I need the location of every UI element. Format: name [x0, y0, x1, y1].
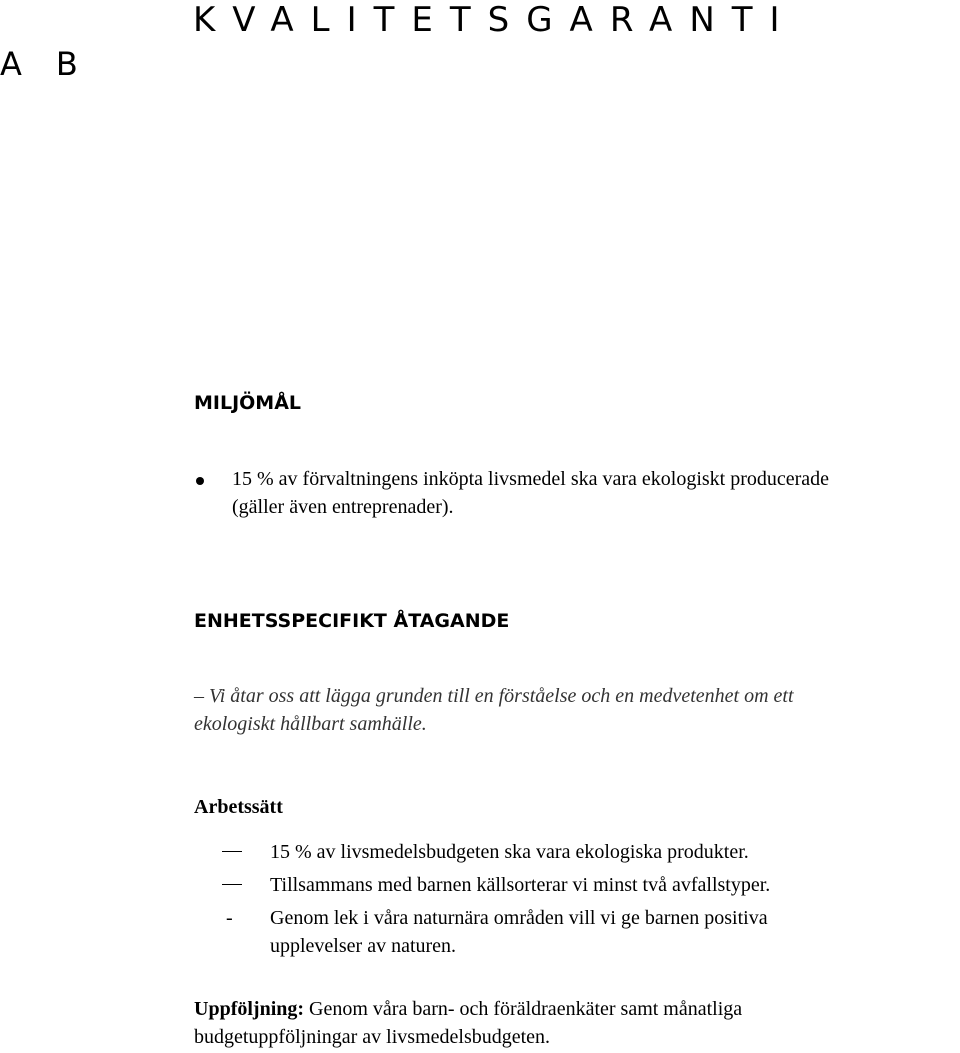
followup-line-2: budgetuppföljningar av livsmedelsbudgeten. [194, 1026, 551, 1048]
commitment-line-1 [194, 682, 794, 710]
goal-bullet-line-2: (gäller även entreprenader). [232, 496, 454, 518]
method-item-3-line-2: upplevelser av naturen. [270, 935, 457, 957]
method-heading: Arbetssätt [194, 796, 283, 818]
logo-mark [0, 44, 78, 84]
method-item-3-marker: - [226, 907, 233, 929]
followup-text-1: Genom våra barn- och föräldraenkäter samt månatliga [304, 998, 743, 1020]
document-banner-title: KVALITETSGARANTI [193, 0, 797, 40]
method-item-3-line-1: Genom lek i våra naturnära områden vill vi ge barnen positiva [270, 907, 768, 929]
method-item-1: 15 % av livsmedelsbudgeten ska vara ekologiska produkter. [270, 841, 749, 863]
goal-bullet-line-1: 15 % av förvaltningens inköpta livsmedel ska vara ekologiskt producerade [232, 468, 830, 490]
bullet-dot [196, 477, 204, 485]
dash-marker [222, 851, 242, 852]
logo-letter-b: B [55, 45, 78, 83]
dash-marker [222, 884, 242, 885]
commitment-line-2: ekologiskt hållbart samhälle. [194, 713, 427, 735]
commitment-dash: – [194, 685, 204, 707]
commitment-heading: ENHETSSPECIFIKT ÅTAGANDE [194, 610, 510, 632]
goal-heading: MILJÖMÅL [194, 392, 302, 414]
commitment-text-1: Vi åtar oss att lägga grunden till en förståelse och en medvetenhet om ett [209, 685, 794, 707]
followup-label: Uppföljning: [194, 998, 305, 1020]
method-item-2: Tillsammans med barnen källsorterar vi minst två avfallstyper. [270, 874, 771, 896]
logo-letter-a: A [0, 45, 22, 83]
followup-line-1 [194, 995, 742, 1023]
